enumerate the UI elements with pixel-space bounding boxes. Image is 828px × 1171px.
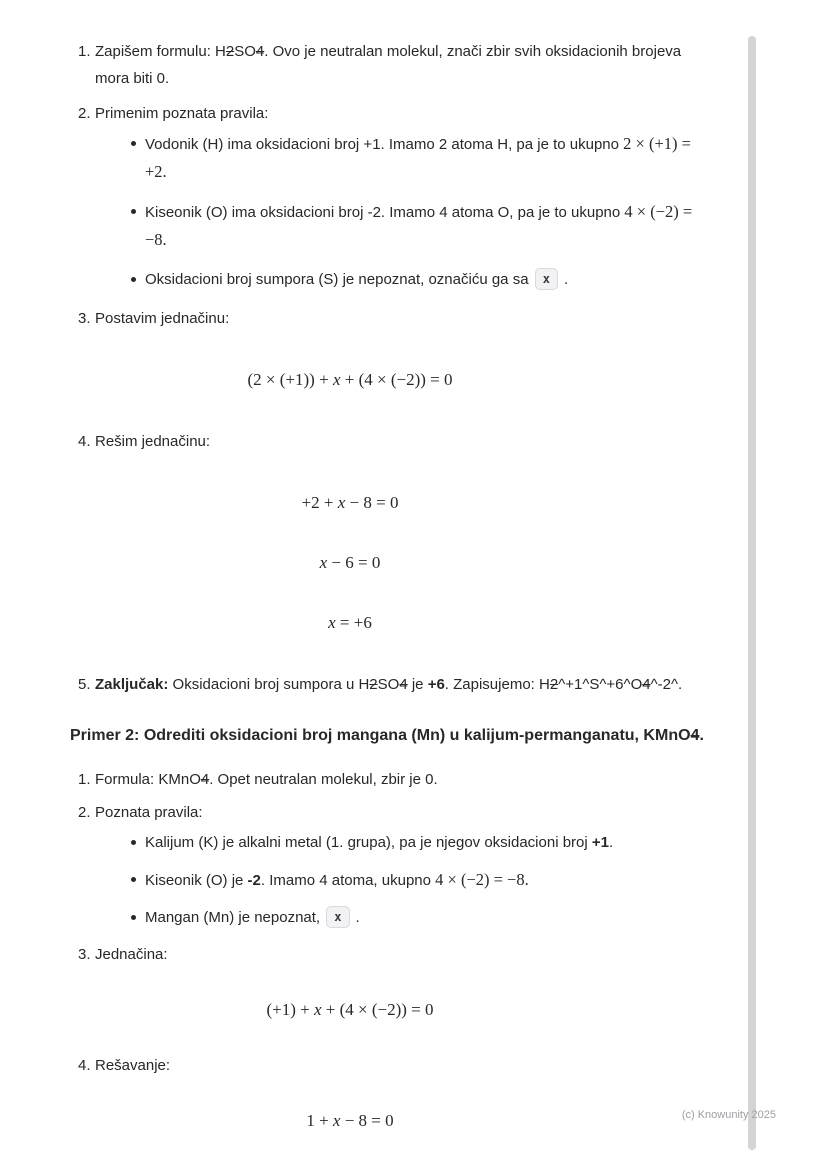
bullet-icon	[131, 141, 136, 146]
item-text: Postavim jednačinu:	[95, 310, 230, 327]
math-variable: x	[332, 370, 341, 389]
document-content	[70, 38, 710, 1133]
bullet-icon	[131, 877, 136, 882]
item-text: Rešim jednačinu:	[95, 433, 211, 450]
item-text: Jednačina:	[95, 946, 168, 963]
bullet-icon	[131, 915, 136, 920]
text-segment: .	[355, 909, 360, 926]
item-text	[95, 771, 438, 788]
text-segment: .	[563, 271, 569, 288]
text-segment: . Zapisujemo:	[444, 676, 540, 693]
bullet-item	[95, 198, 710, 254]
list-item-2	[70, 100, 710, 293]
inline-math: 2 × (+1) = +2.	[145, 134, 691, 181]
text-segment: Kiseonik (O) je	[145, 872, 248, 889]
math-segment: (+1) +	[266, 1000, 314, 1019]
item-text: Primenim poznata pravila:	[95, 105, 269, 122]
equation-result	[70, 611, 630, 635]
text-segment: Oksidacioni broj sumpora (S) je nepoznat, označiću ga sa	[145, 271, 533, 288]
math-variable: x	[319, 553, 328, 572]
equation-solving-2	[70, 1109, 630, 1133]
inline-math: 4 × (−2) = −8.	[435, 870, 529, 889]
bold-text: +6	[427, 676, 445, 693]
bullet-text	[145, 872, 529, 889]
list-item-5	[70, 671, 710, 698]
bullet-list	[95, 130, 710, 293]
heading-text: .	[699, 727, 704, 744]
heading-text: Primer 2: Odrediti oksidacioni broj mangana (Mn) u kalijum-permanganatu, KMnO	[70, 727, 691, 744]
item-text: Rešavanje:	[95, 1057, 171, 1074]
text-segment: Kalijum (K) je alkalni metal (1. grupa), pa je njegov oksidacioni broj	[145, 834, 592, 851]
struck-subscript: 4	[255, 43, 265, 60]
bullet-text	[145, 271, 568, 288]
text-segment: SO	[377, 676, 400, 693]
item-text	[95, 676, 682, 693]
bullet-icon	[131, 209, 136, 214]
text-segment: . Opet neutralan molekul, zbir je 0.	[209, 771, 438, 788]
text-segment: Mangan (Mn) je nepoznat,	[145, 909, 325, 926]
text-segment: . Imamo 4 atoma, ukupno	[260, 872, 436, 889]
item-text	[95, 43, 681, 87]
bullet-item	[95, 266, 710, 293]
equation-step-2	[70, 551, 630, 575]
item-text: Poznata pravila:	[95, 804, 203, 821]
bullet-text	[145, 136, 691, 181]
struck-subscript: 4	[200, 771, 210, 788]
bullet-text	[145, 834, 613, 851]
inline-math: 4 × (−2) = −8.	[145, 202, 693, 249]
list-item-3	[70, 941, 710, 968]
struck-subscript: 2	[225, 43, 235, 60]
struck-subscript: 2	[549, 676, 559, 693]
math-segment: + (4 × (−2)) = 0	[321, 1000, 434, 1019]
text-segment: . Ovo je neutralan molekul, znači zbir svih oksidacionih brojeva mora biti 0.	[95, 43, 682, 87]
text-segment: Kiseonik (O) ima oksidacioni broj -2. Imamo 4 atoma O, pa je to ukupno	[145, 204, 625, 221]
math-segment: (2 × (+1)) +	[247, 370, 333, 389]
item-number: 4.	[78, 1057, 91, 1074]
item-number: 5.	[78, 676, 91, 693]
list-item-4	[70, 1052, 710, 1079]
math-segment: − 8 = 0	[345, 493, 399, 512]
scrollbar-thumb[interactable]	[748, 36, 756, 1150]
bullet-text	[145, 204, 692, 249]
item-number: 4.	[78, 433, 91, 450]
item-number: 2.	[78, 105, 91, 122]
text-segment: SO	[234, 43, 256, 60]
math-segment: 1 +	[306, 1111, 333, 1130]
math-variable: x	[328, 613, 336, 632]
text-segment: ^+1^S^+6^O	[558, 676, 643, 693]
bullet-item	[95, 866, 710, 894]
text-segment: .	[609, 834, 614, 851]
watermark: (c) Knowunity 2025	[681, 1109, 776, 1121]
struck-subscript: 4	[690, 727, 700, 744]
bullet-text	[145, 909, 360, 926]
bullet-item	[95, 904, 710, 931]
item-number: 1.	[78, 43, 91, 60]
text-segment: H	[539, 676, 550, 693]
equation-setup-2	[70, 998, 630, 1022]
bold-text: +1	[591, 834, 609, 851]
text-segment: Vodonik (H) ima oksidacioni broj +1. Imamo 2 atoma H, pa je to ukupno	[145, 136, 624, 153]
list-item-2	[70, 799, 710, 931]
item-number: 2.	[78, 804, 91, 821]
math-variable: x	[313, 1000, 322, 1019]
struck-subscript: 2	[369, 676, 378, 693]
item-number: 1.	[78, 771, 91, 788]
equation-step-1	[70, 491, 630, 515]
text-segment: Oksidacioni broj sumpora u H	[168, 676, 370, 693]
item-number: 3.	[78, 946, 91, 963]
list-item-1	[70, 38, 710, 92]
variable-x-chip: x	[326, 906, 349, 928]
section-heading	[70, 720, 710, 752]
bullet-item	[95, 130, 710, 186]
text-segment: je	[407, 676, 428, 693]
math-variable: x	[332, 1111, 341, 1130]
math-segment: +2 +	[301, 493, 338, 512]
math-segment: + (4 × (−2)) = 0	[340, 370, 453, 389]
bold-text: Zaključak:	[95, 676, 169, 693]
struck-subscript: 4	[642, 676, 651, 693]
math-segment: − 6 = 0	[327, 553, 381, 572]
bullet-list	[95, 829, 710, 931]
bullet-icon	[131, 277, 136, 282]
bold-text: -2	[247, 872, 261, 889]
text-segment: Formula: KMnO	[95, 771, 201, 788]
steps-list-2	[70, 766, 710, 1133]
item-number: 3.	[78, 310, 91, 327]
text-segment: ^-2^.	[650, 676, 683, 693]
equation-setup	[70, 368, 630, 392]
math-variable: x	[337, 493, 346, 512]
list-item-1	[70, 766, 710, 793]
struck-subscript: 4	[399, 676, 408, 693]
list-item-4	[70, 428, 710, 455]
oxidation-notation	[539, 676, 682, 693]
list-item-3	[70, 305, 710, 332]
variable-x-chip: x	[535, 268, 558, 290]
math-segment: = +6	[335, 613, 372, 632]
text-segment: Zapišem formulu: H	[95, 43, 226, 60]
bullet-item	[95, 829, 710, 856]
bullet-icon	[131, 840, 136, 845]
math-segment: − 8 = 0	[340, 1111, 394, 1130]
